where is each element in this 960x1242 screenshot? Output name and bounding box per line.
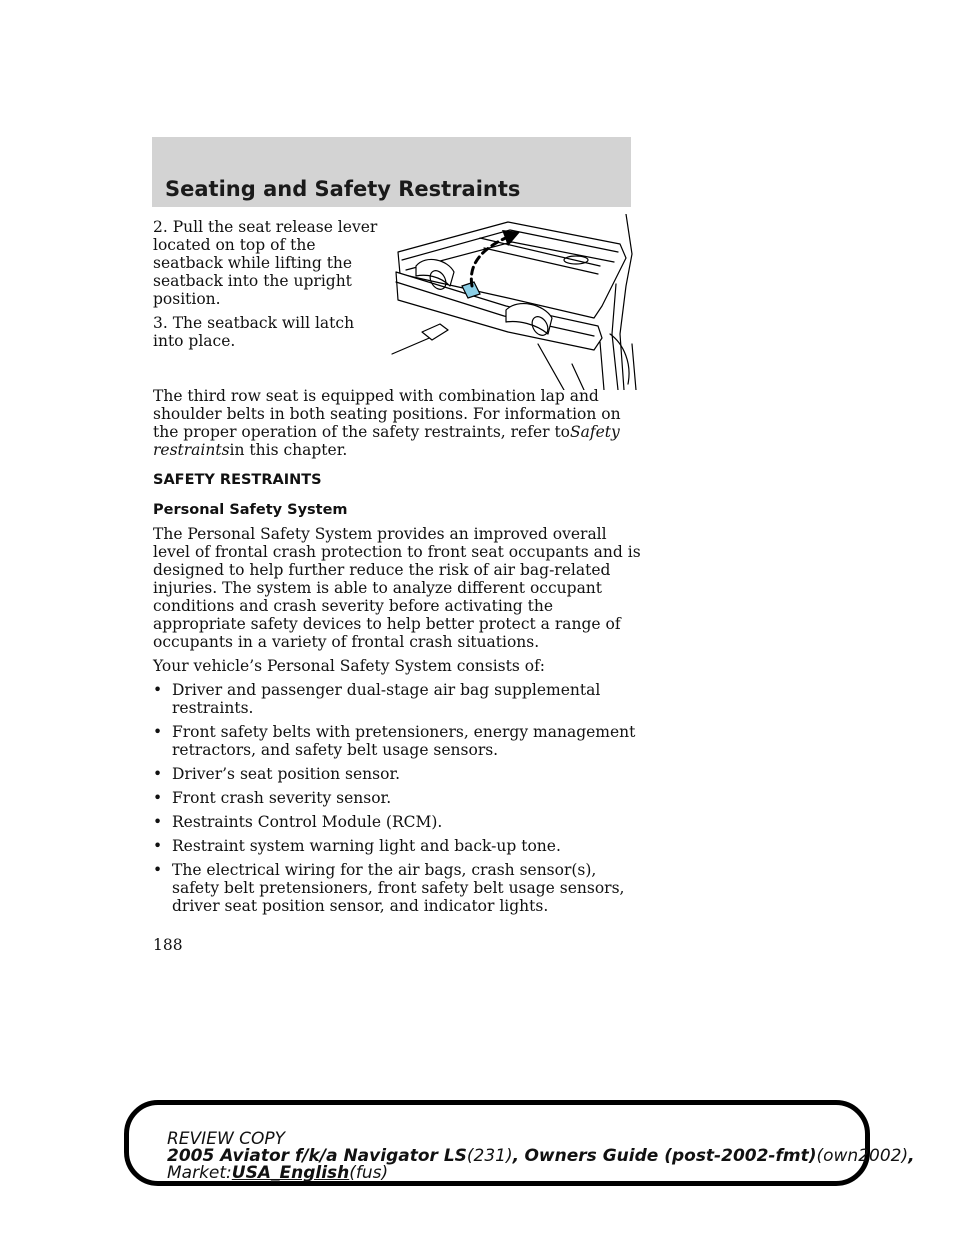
bullet-icon: • — [153, 681, 163, 699]
bullet-icon: • — [153, 813, 163, 831]
list-item: • The electrical wiring for the air bags, crash sensor(s), safety belt pretensioners, front safety belt usage sensors, driver seat position sensor, and indicator lights. — [153, 861, 625, 915]
review-vehicle-line: 2005 Aviator f/k/a Navigator LS(231), Owners Guide (post-2002-fmt)(own2002), — [167, 1146, 915, 1166]
seatback-illustration — [388, 214, 638, 390]
step-3: 3. The seatback will latch into place. — [153, 314, 355, 350]
safety-restraints-link[interactable]: Safety restraints — [153, 423, 620, 459]
third-row-paragraph: The third row seat is equipped with combination lap and shoulder belts in both seating positions. For information on the proper operation of the safety restraints, refer toSafety restraintsin this chapter. — [153, 387, 621, 459]
bullet-icon: • — [153, 837, 163, 855]
page-number: 188 — [153, 936, 183, 954]
fold-steps — [153, 218, 385, 356]
list-item: • Front safety belts with pretensioners, energy management retractors, and safety belt usage sensors. — [153, 723, 636, 759]
bullet-icon: • — [153, 723, 163, 741]
bullet-icon: • — [153, 765, 163, 783]
review-market-line: Market:USA_English(fus) — [167, 1163, 389, 1183]
pss-paragraph: The Personal Safety System provides an improved overall level of frontal crash protection to front seat occupants and is designed to help further reduce the risk of air bag-related injuries. The system is able to analyze different occupant conditions and crash severity before activating the appropriate safety devices to help better protect a range of occupants in a variety of frontal crash situations. — [153, 525, 641, 651]
bullet-icon: • — [153, 789, 163, 807]
consists-of-text: Your vehicle’s Personal Safety System consists of: — [153, 657, 546, 675]
list-item: • Driver’s seat position sensor. — [153, 765, 401, 783]
review-copy-label: REVIEW COPY — [167, 1129, 286, 1149]
list-item: • Front crash severity sensor. — [153, 789, 392, 807]
list-item: • Driver and passenger dual-stage air bag supplemental restraints. — [153, 681, 601, 717]
section-header — [152, 137, 631, 207]
section-title: Seating and Safety Restraints — [165, 177, 521, 201]
review-copy-box — [124, 1100, 915, 1186]
pss-heading: Personal Safety System — [153, 502, 348, 518]
step-2: 2. Pull the seat release lever located on top of the seatback while lifting the seatback into the upright position. — [153, 218, 378, 308]
main-content — [153, 387, 643, 921]
list-item: • Restraints Control Module (RCM). — [153, 813, 443, 831]
bullet-icon: • — [153, 861, 163, 879]
component-list — [153, 681, 643, 915]
list-item: • Restraint system warning light and back-up tone. — [153, 837, 561, 855]
safety-restraints-heading: SAFETY RESTRAINTS — [153, 472, 322, 488]
